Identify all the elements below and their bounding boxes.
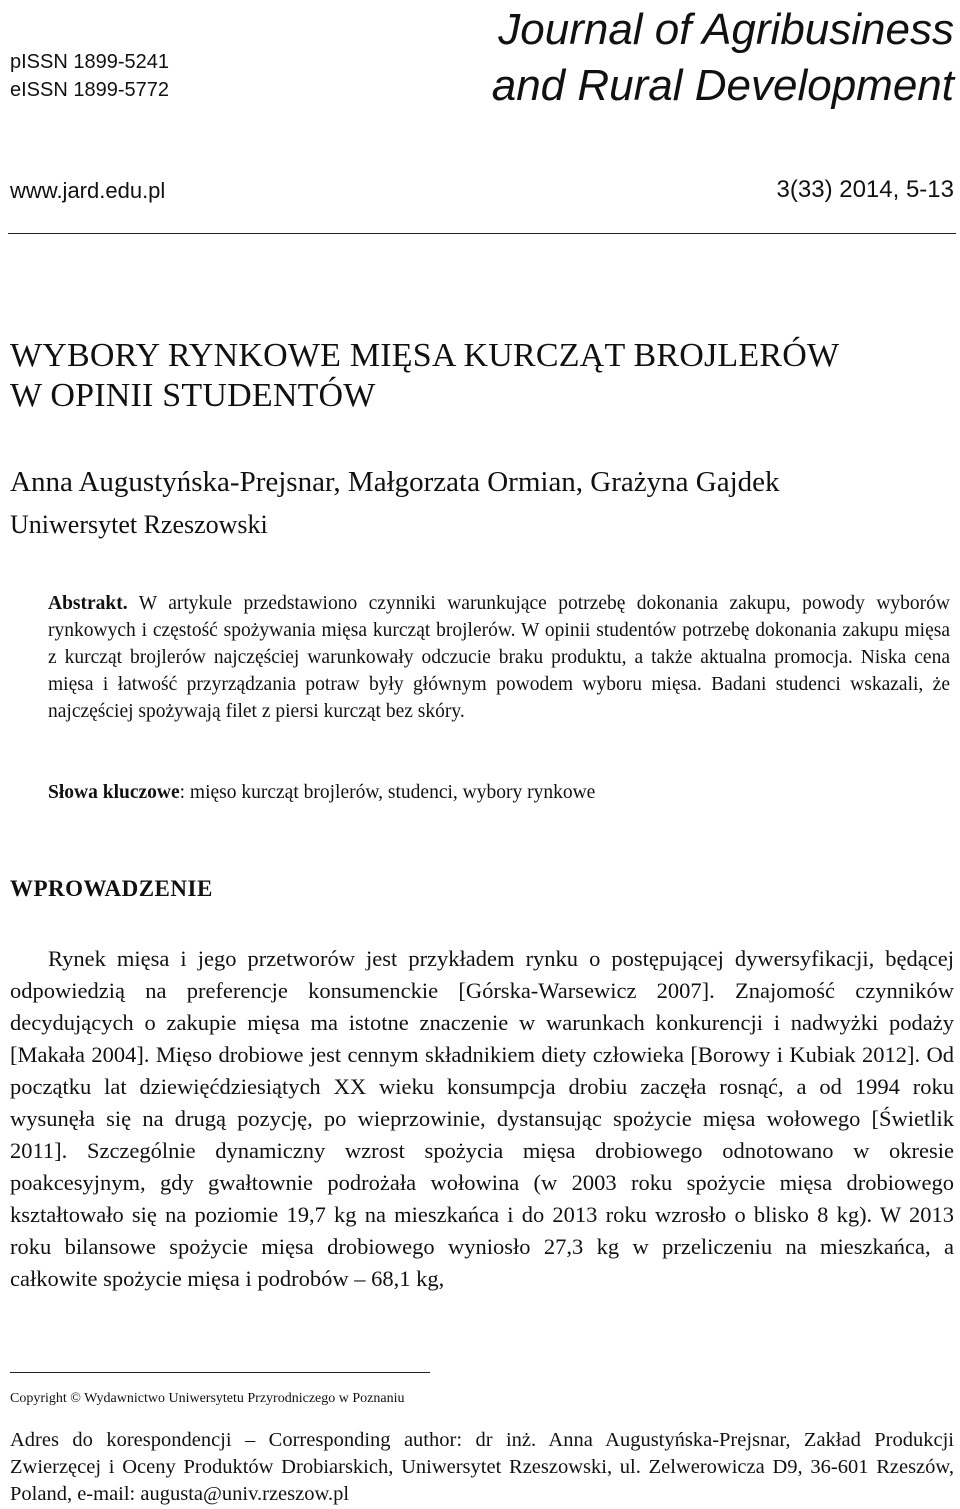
abstract-text: W artykule przedstawiono czynniki warunkujące potrzebę dokonania zakupu, powody wyborów rynkowych i częstość spożywania mięsa kurcząt brojlerów. W opinii studentów potrzebę dokonania zakupu mięsa z kurcząt brojlerów najczęściej warunkowały odczucie braku produktu, a także aktualna promocja. Niska cena mięsa i łatwość przyrządzania potraw były głównym powodem wyboru mięsa. Badani studenci wskazali, że najczęściej spożywają filet z piersi kurcząt bez skóry. [48,593,950,722]
article-title-line1: WYBORY RYNKOWE MIĘSA KURCZĄT BROJLERÓW [10,337,840,374]
correspondence-address: Adres do korespondencji – Corresponding author: dr inż. Anna Augustyńska-Prejsnar, Zakład Produkcji Zwierzęcej i Oceny Produktów Drobiarskich, Uniwersytet Rzeszowski, ul. Zelwerowicza D9, 36-601 Rzeszów, Poland, e-mail: augusta@univ.rzeszow.pl [10,1429,954,1505]
copyright-notice: Copyright © Wydawnictwo Uniwersytetu Przyrodniczego w Poznaniu [10,1391,405,1406]
header-divider [8,233,956,234]
keywords [48,779,595,806]
journal-title-line2: and Rural Development [491,61,954,110]
abstract-label: Abstrakt. [48,593,128,614]
article-authors: Anna Augustyńska-Prejsnar, Małgorzata Ormian, Grażyna Gajdek [10,466,780,498]
issue-info: 3(33) 2014, 5-13 [776,176,954,203]
intro-paragraph: Rynek mięsa i jego przetworów jest przykładem rynku o postępującej dywersyfikacji, będącej odpowiedzią na preferencje konsumenckie [Górska-Warsewicz 2007]. Znajomość czynników decydujących o zakupie mięsa ma istotne znaczenie w warunkach konkurencji i nadwyżki podaży [Makała 2004]. Mięso drobiowe jest cennym składnikiem diety człowieka [Borowy i Kubiak 2012]. Od początku lat dziewięćdziesiątych XX wieku konsumpcja drobiu zaczęła rosnąć, a od 1994 roku wysunęła się na drugą pozycję, po wieprzowinie, dystansując spożycie mięsa wołowego [Świetlik 2011]. Szczególnie dynamiczny wzrost spożycia mięsa drobiowego odnotowano w okresie poakcesyjnym, gdy gwałtownie podrożała wołowina (w 2003 roku spożycie mięsa drobiowego kształtowało się na poziomie 19,7 kg na mieszkańca i do 2013 roku wzrosło o blisko 8 kg). W 2013 roku bilansowe spożycie mięsa drobiowego wyniosło 27,3 kg w przeliczeniu na mieszkańca, a całkowite spożycie mięsa i podrobów – 68,1 kg, [10,946,954,1291]
pissn: pISSN 1899-5241 [10,51,170,73]
abstract [48,590,950,725]
journal-title-line1: Journal of Agribusiness [498,5,954,54]
keywords-text: : mięso kurcząt brojlerów, studenci, wybory rynkowe [179,782,596,803]
article-title [10,336,839,416]
journal-title [492,2,954,114]
eissn: eISSN 1899-5772 [10,79,170,101]
section-heading: WPROWADZENIE [10,876,213,901]
footnote-divider [10,1372,430,1373]
journal-website: www.jard.edu.pl [10,178,166,203]
keywords-label: Słowa kluczowe [48,782,180,803]
article-affiliation: Uniwersytet Rzeszowski [10,510,268,539]
issn-block [10,48,169,104]
article-title-line2: W OPINII STUDENTÓW [10,377,376,414]
